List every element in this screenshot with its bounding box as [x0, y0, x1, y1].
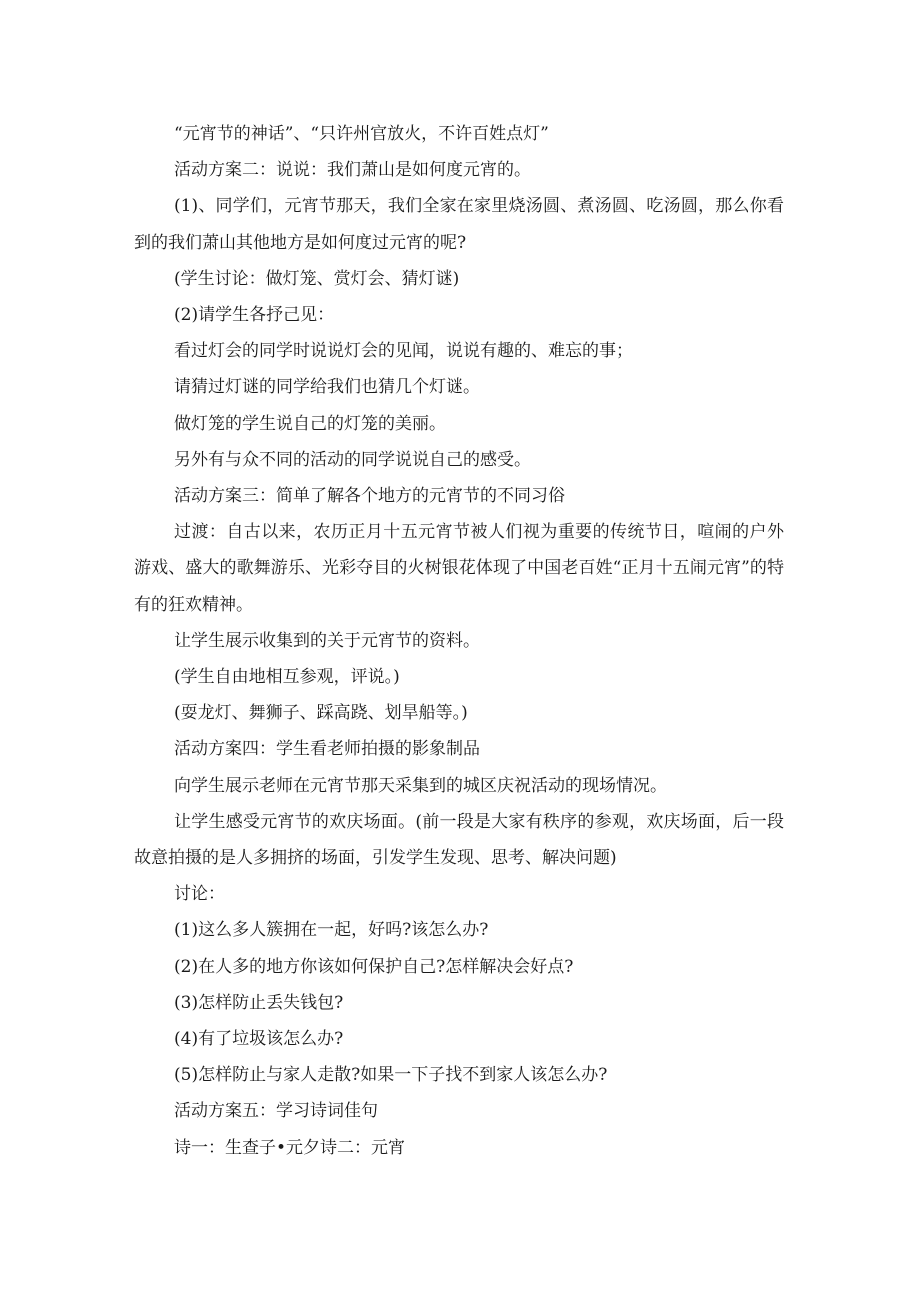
paragraph-16: 向学生展示老师在元宵节那天采集到的城区庆祝活动的现场情况。 — [174, 775, 667, 796]
paragraph-8: 做灯笼的学生说自己的灯笼的美丽。 — [174, 413, 446, 434]
paragraph-17: 让学生感受元宵节的欢庆场面。(前一段是大家有秩序的参观，欢庆场面，后一段故意拍摄的是人多拥挤的场面，引发学生发现、思考、解决问题) — [134, 811, 784, 869]
paragraph-2: 活动方案二：说说：我们萧山是如何度元宵的。 — [174, 160, 531, 181]
paragraph-18: 讨论： — [174, 884, 225, 905]
document-body — [134, 116, 784, 1166]
paragraph-22: (4)有了垃圾该怎么办? — [174, 1029, 344, 1050]
paragraph-21: (3)怎样防止丢失钱包? — [174, 992, 344, 1013]
paragraph-10: 活动方案三：简单了解各个地方的元宵节的不同习俗 — [174, 486, 565, 507]
paragraph-11: 过渡：自古以来，农历正月十五元宵节被人们视为重要的传统节日，喧闹的户外游戏、盛大的歌舞游乐、光彩夺目的火树银花体现了中国老百姓“正月十五闹元宵”的特有的狂欢精神。 — [134, 522, 784, 615]
paragraph-23: (5)怎样防止与家人走散?如果一下子找不到家人该怎么办? — [174, 1065, 608, 1086]
paragraph-15: 活动方案四：学生看老师拍摄的影象制品 — [174, 739, 480, 760]
paragraph-7: 请猜过灯谜的同学给我们也猜几个灯谜。 — [174, 377, 480, 398]
paragraph-12: 让学生展示收集到的关于元宵节的资料。 — [174, 630, 480, 651]
paragraph-1: “元宵节的神话”、“只许州官放火，不许百姓点灯” — [174, 124, 549, 144]
paragraph-4: (学生讨论：做灯笼、赏灯会、猜灯谜) — [174, 268, 460, 289]
paragraph-6: 看过灯会的同学时说说灯会的见闻，说说有趣的、难忘的事； — [174, 341, 633, 362]
paragraph-5: (2)请学生各抒己见： — [174, 305, 335, 326]
paragraph-24: 活动方案五：学习诗词佳句 — [174, 1101, 378, 1122]
paragraph-25: 诗一：生查子•元夕诗二：元宵 — [174, 1137, 406, 1158]
paragraph-13: (学生自由地相互参观，评说。) — [174, 667, 400, 688]
paragraph-20: (2)在人多的地方你该如何保护自己?怎样解决会好点? — [174, 956, 574, 977]
paragraph-3: (1)、同学们，元宵节那天，我们全家在家里烧汤圆、煮汤圆、吃汤圆，那么你看到的我们萧山其他地方是如何度过元宵的呢? — [134, 196, 784, 253]
paragraph-19: (1)这么多人簇拥在一起，好吗?该怎么办? — [174, 920, 489, 941]
paragraph-9: 另外有与众不同的活动的同学说说自己的感受。 — [174, 449, 531, 470]
paragraph-14: (耍龙灯、舞狮子、踩高跷、划旱船等。) — [174, 703, 468, 724]
